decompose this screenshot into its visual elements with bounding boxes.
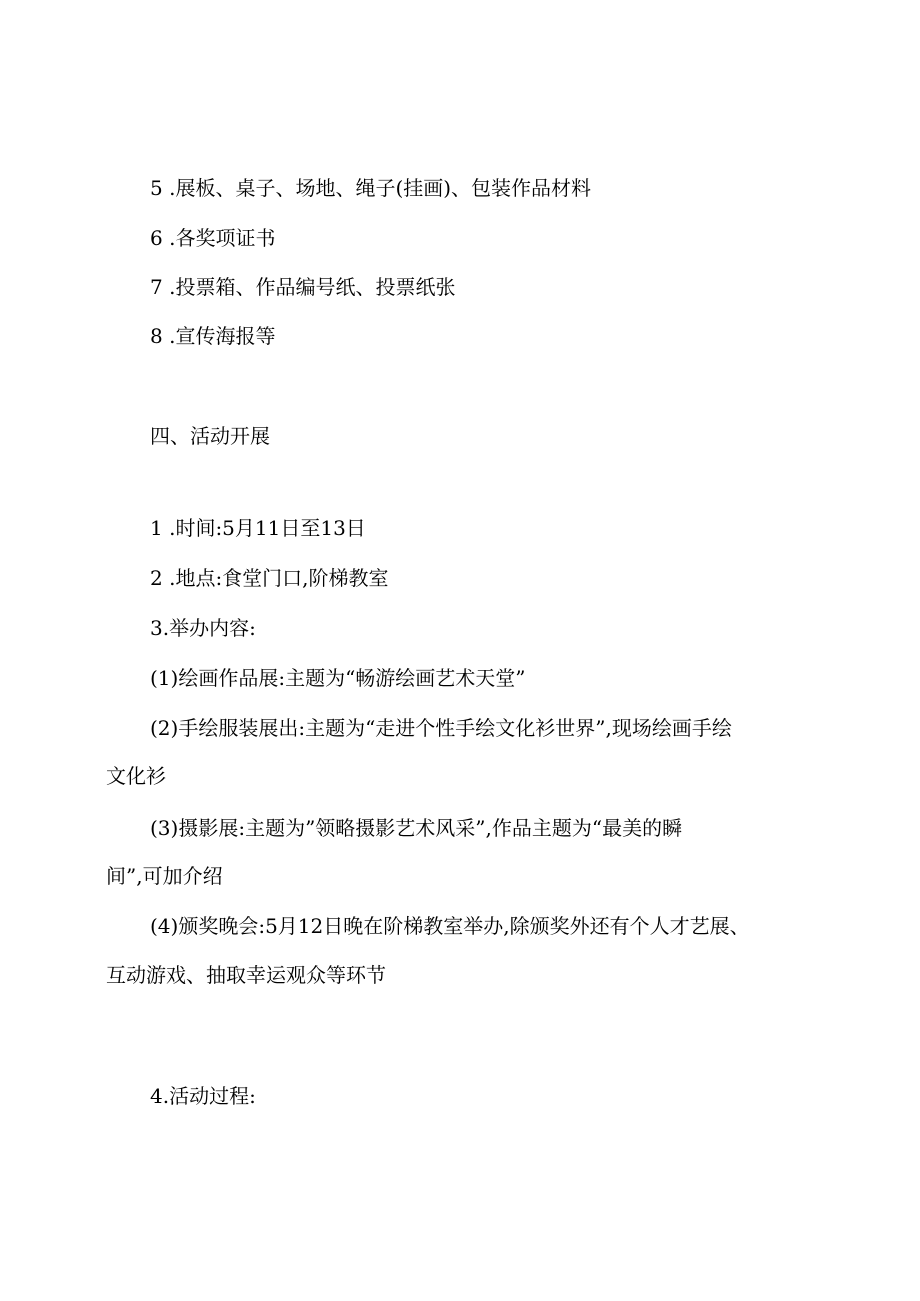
- section-heading: 四、活动开展: [150, 424, 270, 448]
- material-item-7: 7 .投票箱、作品编号纸、投票纸张: [150, 275, 456, 299]
- material-item-8: 8 .宣传海报等: [150, 324, 276, 348]
- content-item-3-continued: 间”,可加介绍: [106, 864, 223, 888]
- material-item-5: 5 .展板、桌子、场地、绳子(挂画)、包装作品材料: [150, 176, 592, 200]
- activity-time: 1 .时间:5月11日至13日: [150, 516, 366, 540]
- content-item-1: (1)绘画作品展:主题为“畅游绘画艺术天堂”: [150, 666, 526, 690]
- material-item-6: 6 .各奖项证书: [150, 226, 276, 250]
- content-item-2: (2)手绘服装展出:主题为“走进个性手绘文化衫世界”,现场绘画手绘: [150, 716, 732, 740]
- content-item-4-continued: 互动游戏、抽取幸运观众等环节: [106, 963, 386, 987]
- content-item-2-continued: 文化衫: [106, 764, 166, 788]
- activity-place: 2 .地点:食堂门口,阶梯教室: [150, 566, 389, 590]
- process-heading: 4.活动过程:: [150, 1084, 256, 1108]
- content-heading: 3.举办内容:: [150, 616, 256, 640]
- content-item-4: (4)颁奖晚会:5月12日晚在阶梯教室举办,除颁奖外还有个人才艺展、: [150, 914, 750, 938]
- content-item-3: (3)摄影展:主题为”领略摄影艺术风采”,作品主题为“最美的瞬: [150, 816, 683, 840]
